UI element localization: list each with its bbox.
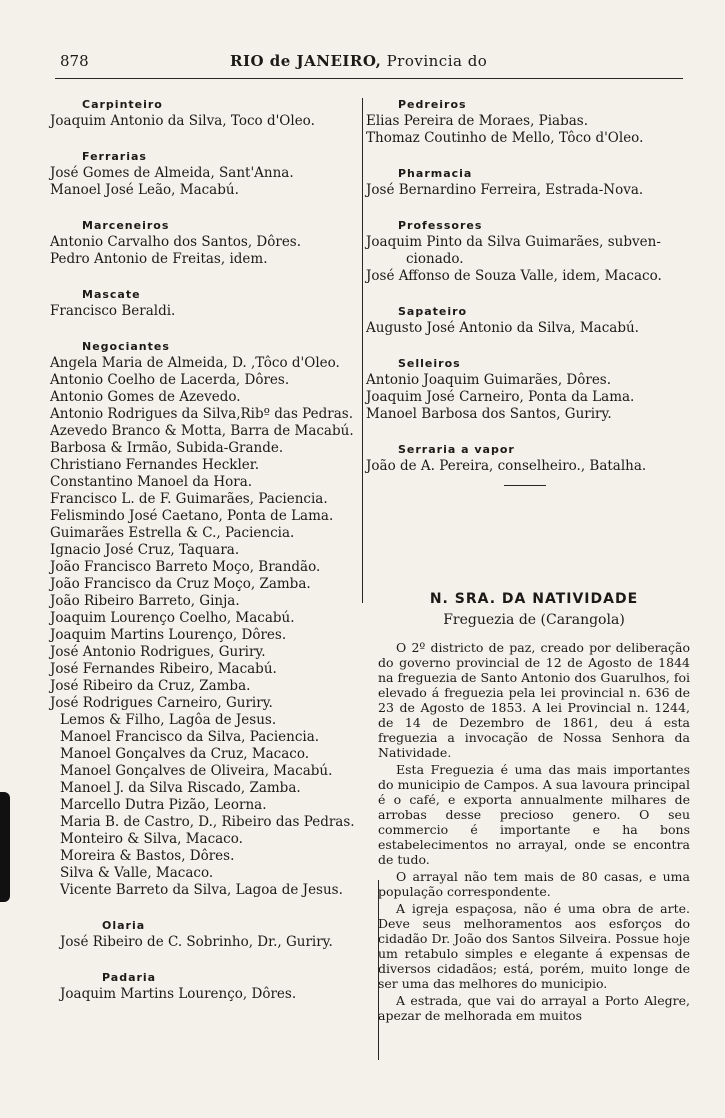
list-item: Francisco L. de F. Guimarães, Paciencia. <box>50 491 328 507</box>
section-serraria <box>366 441 684 486</box>
ink-stain <box>0 792 10 902</box>
list-item: José Rodrigues Carneiro, Guriry. <box>50 695 273 711</box>
section-title: Carpinteiro <box>82 98 163 111</box>
running-title <box>230 52 487 70</box>
list-item: Joaquim Martins Lourenço, Dôres. <box>50 627 287 643</box>
list-item: Manoel Francisco da Silva, Paciencia. <box>60 729 320 745</box>
list-item: Antonio Rodrigues da Silva,Ribº das Pedras. <box>50 406 354 422</box>
section-title: Mascate <box>82 288 141 301</box>
list-item: Francisco Beraldi. <box>50 303 176 319</box>
list-item: Manoel Gonçalves de Oliveira, Macabú. <box>60 763 333 779</box>
list-item: Felismindo José Caetano, Ponta de Lama. <box>50 508 334 524</box>
list-item: João Ribeiro Barreto, Ginja. <box>50 593 240 609</box>
list-item: Constantino Manoel da Hora. <box>50 474 253 490</box>
list-item: João Francisco Barreto Moço, Brandão. <box>50 559 321 575</box>
list-item: Antonio Coelho de Lacerda, Dôres. <box>50 372 290 388</box>
running-title-bold: RIO de JANEIRO, <box>230 52 382 70</box>
list-item: Guimarães Estrella & C., Paciencia. <box>50 525 295 541</box>
list-item: Thomaz Coutinho de Mello, Tôco d'Oleo. <box>366 130 644 146</box>
section-padaria <box>50 969 360 1003</box>
section-title: Ferrarias <box>82 150 147 163</box>
page-header <box>60 52 680 72</box>
section-title: Negociantes <box>82 340 170 353</box>
list-item: José Fernandes Ribeiro, Macabú. <box>50 661 277 677</box>
list-item: Vicente Barreto da Silva, Lagoa de Jesus. <box>60 882 343 898</box>
list-item: João de A. Pereira, conselheiro., Batalha. <box>366 458 647 474</box>
section-selleiros <box>366 355 684 423</box>
list-item: José Antonio Rodrigues, Guriry. <box>50 644 266 660</box>
list-item: João Francisco da Cruz Moço, Zamba. <box>50 576 311 592</box>
column-divider-upper <box>362 98 363 603</box>
list-item: Silva & Valle, Macaco. <box>60 865 214 881</box>
section-negociantes <box>50 338 360 899</box>
list-item: Angela Maria de Almeida, D. ,Tôco d'Oleo. <box>50 355 340 371</box>
list-item: Elias Pereira de Moraes, Piabas. <box>366 113 589 129</box>
page-number: 878 <box>60 52 89 70</box>
list-item: Manoel Gonçalves da Cruz, Macaco. <box>60 746 310 762</box>
list-item: Augusto José Antonio da Silva, Macabú. <box>366 320 639 336</box>
section-olaria <box>50 917 360 951</box>
section-title: Professores <box>398 219 483 232</box>
list-item: Joaquim José Carneiro, Ponta da Lama. <box>366 389 635 405</box>
list-item: cionado. <box>406 251 464 267</box>
section-title: Selleiros <box>398 357 461 370</box>
list-item: Manoel Barbosa dos Santos, Guriry. <box>366 406 612 422</box>
list-item: Marcello Dutra Pizão, Leorna. <box>60 797 267 813</box>
list-item: Manoel José Leão, Macabú. <box>50 182 239 198</box>
section-title: Padaria <box>102 971 157 984</box>
article-subheading: Freguezia de (Carangola) <box>443 612 625 628</box>
article-heading: N. SRA. DA NATIVIDADE <box>429 591 639 607</box>
section-title: Sapateiro <box>398 305 468 318</box>
list-item: Lemos & Filho, Lagôa de Jesus. <box>60 712 277 728</box>
article-paragraph: A igreja espaçosa, não é uma obra de arte. Deve seus melhoramentos aos esforços do cidadão Dr. João dos Santos Silveira. Possue hoje um retabulo simples e elegante á expensas de diversos cidadãos; está, porém, muito longe de ser uma das melhores do municipio. <box>378 901 690 991</box>
section-title: Marceneiros <box>82 219 170 232</box>
list-item: Monteiro & Silva, Macaco. <box>60 831 243 847</box>
section-mascate <box>50 286 360 320</box>
list-item: José Gomes de Almeida, Sant'Anna. <box>50 165 294 181</box>
list-item: José Ribeiro de C. Sobrinho, Dr., Guriry. <box>60 934 333 950</box>
article-paragraph: A estrada, que vai do arrayal a Porto Alegre, apezar de melhorada em muitos <box>378 993 690 1023</box>
list-item: Ignacio José Cruz, Taquara. <box>50 542 240 558</box>
article-paragraph: O 2º districto de paz, creado por deliberação do governo provincial de 12 de Agosto de 1844 na freguezia de Santo Antonio dos Guarulhos, foi elevado á freguezia pela lei provincial n. 636 de 23 de Agosto de 1853. A lei Provincial n. 1244, de 14 de Dezembro de 1861, deu á esta freguezia a invocação de Nossa Senhora da Natividade. <box>378 640 690 760</box>
section-end-rule <box>504 485 546 486</box>
article-paragraph: O arrayal não tem mais de 80 casas, e uma população correspondente. <box>378 869 690 899</box>
freguezia-article <box>378 592 690 1025</box>
list-item: Joaquim Martins Lourenço, Dôres. <box>60 986 297 1002</box>
article-paragraph: Esta Freguezia é uma das mais importantes do municipio de Campos. A sua lavoura principal é o café, e exporta annualmente milhares de arrobas desse precioso genero. O seu commercio é importante e ha bons estabelecimentos no arrayal, onde se encontra de tudo. <box>378 762 690 867</box>
list-item: José Bernardino Ferreira, Estrada-Nova. <box>366 182 644 198</box>
section-marceneiros <box>50 217 360 268</box>
section-sapateiro <box>366 303 684 337</box>
list-item: Antonio Carvalho dos Santos, Dôres. <box>50 234 302 250</box>
list-item: Manoel J. da Silva Riscado, Zamba. <box>60 780 301 796</box>
header-rule <box>55 78 683 79</box>
list-item: Barbosa & Irmão, Subida-Grande. <box>50 440 284 456</box>
list-item: Joaquim Lourenço Coelho, Macabú. <box>50 610 295 626</box>
list-item: Christiano Fernandes Heckler. <box>50 457 260 473</box>
list-item: Maria B. de Castro, D., Ribeiro das Pedras. <box>60 814 355 830</box>
list-item: José Ribeiro da Cruz, Zamba. <box>50 678 251 694</box>
left-column <box>50 96 360 1021</box>
running-title-rest: Provincia do <box>381 52 488 70</box>
list-item: Pedro Antonio de Freitas, idem. <box>50 251 268 267</box>
list-item: Antonio Joaquim Guimarães, Dôres. <box>366 372 612 388</box>
section-pharmacia <box>366 165 684 199</box>
section-carpinteiro <box>50 96 360 130</box>
list-item: José Affonso de Souza Valle, idem, Macaco. <box>366 268 662 284</box>
section-title: Pedreiros <box>398 98 467 111</box>
section-title: Olaria <box>102 919 146 932</box>
section-ferrarias <box>50 148 360 199</box>
right-column <box>366 96 684 504</box>
list-item: Moreira & Bastos, Dôres. <box>60 848 235 864</box>
list-item: Azevedo Branco & Motta, Barra de Macabú. <box>50 423 354 439</box>
list-item: Joaquim Antonio da Silva, Toco d'Oleo. <box>50 113 315 129</box>
section-professores <box>366 217 684 285</box>
section-title: Serraria a vapor <box>398 443 515 456</box>
section-pedreiros <box>366 96 684 147</box>
list-item: Antonio Gomes de Azevedo. <box>50 389 241 405</box>
list-item: Joaquim Pinto da Silva Guimarães, subven- <box>366 234 661 250</box>
section-title: Pharmacia <box>398 167 473 180</box>
